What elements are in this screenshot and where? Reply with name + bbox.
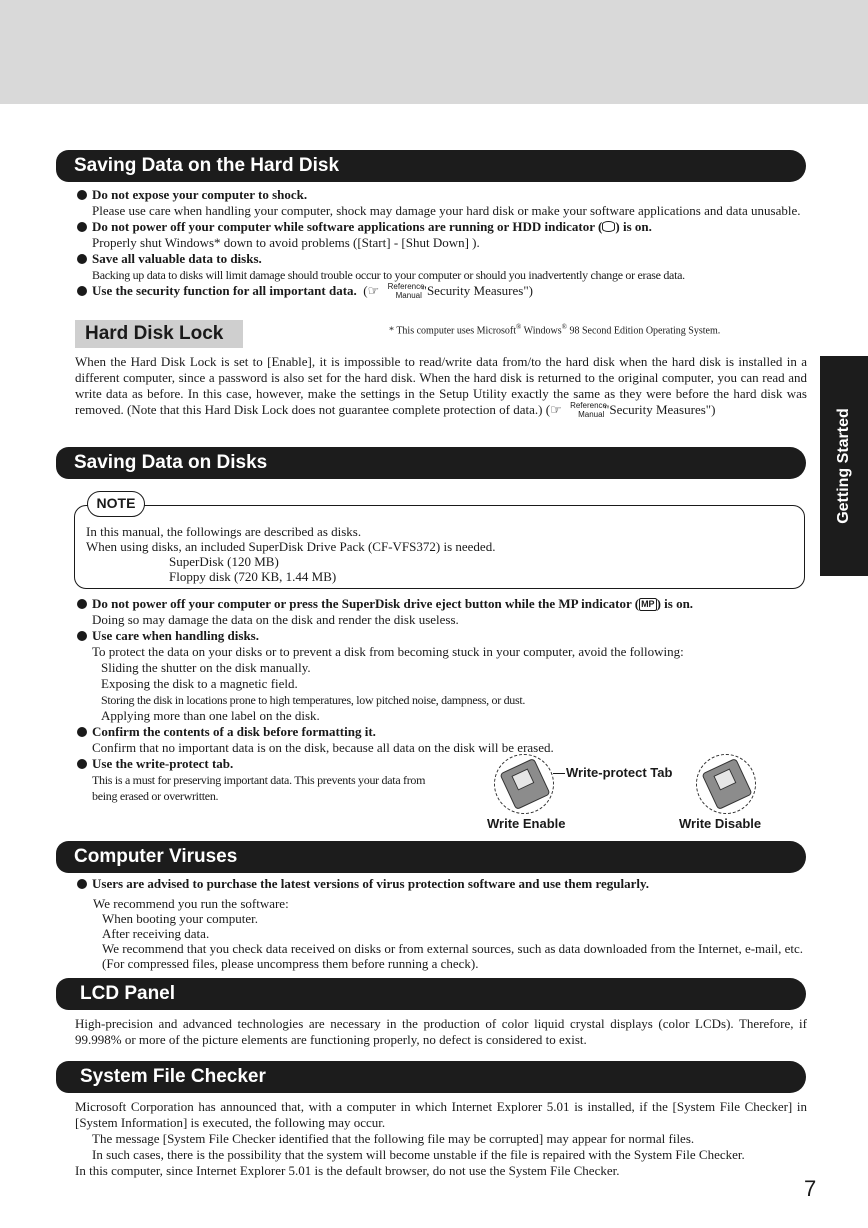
hdd-indicator-icon: [602, 221, 615, 232]
viruses-list: [75, 876, 807, 971]
side-tab-label: Getting Started: [835, 408, 852, 524]
list-item: [75, 596, 807, 628]
paragraph: The message [System File Checker identified that the following file may be corrupted] may appear for normal files.: [92, 1131, 695, 1146]
section-title-viruses: Computer Viruses: [56, 841, 806, 873]
write-enable-disk-illustration: [494, 754, 554, 814]
list-item: [75, 876, 807, 892]
bullet-title: Save all valuable data to disks.: [92, 251, 262, 266]
page-header-band: [0, 0, 868, 104]
note-line: SuperDisk (120 MB): [169, 554, 279, 569]
callout-line: [553, 773, 565, 774]
sub-item: After receiving data.: [102, 926, 210, 941]
write-enable-label: Write Enable: [487, 816, 566, 831]
sub-item: Applying more than one label on the disk.: [101, 708, 320, 723]
bullet-text: Backing up data to disks will limit damage should trouble occur to your computer or should you inadvertently change or erase data.: [92, 268, 685, 282]
footnote-part: 98 Second Edition Operating System.: [566, 325, 721, 337]
subsection-title-hard-disk-lock: Hard Disk Lock: [75, 320, 243, 348]
reference-text: "Security Measures"): [604, 402, 716, 417]
reference-icon-line2: Manual: [395, 291, 422, 301]
sub-item: Sliding the shutter on the disk manually.: [101, 660, 311, 675]
section-title-hard-disk: Saving Data on the Hard Disk: [56, 150, 806, 182]
bullet-title: Users are advised to purchase the latest versions of virus protection software and use them regularly.: [92, 876, 650, 891]
bullet-text: Please use care when handling your computer, shock may damage your hard disk or make your software applications and data unusable.: [92, 203, 801, 218]
section-title-disks: Saving Data on Disks: [56, 447, 806, 479]
bullet-title-part: Do not power off your computer or press the SuperDisk drive eject button while the MP indicator (: [92, 596, 640, 611]
hard-disk-list: [75, 187, 807, 300]
write-protect-tab-label: Write-protect Tab: [566, 765, 673, 780]
bullet-text-group: [75, 896, 807, 971]
bullet-text: We recommend you run the software:: [93, 896, 289, 911]
bullet-title: Use the write-protect tab.: [92, 756, 234, 771]
page-number: 7: [804, 1176, 817, 1201]
bullet-title: [92, 219, 807, 235]
footnote-part: * This computer uses Microsoft: [389, 325, 517, 337]
reference-text: "Security Measures"): [421, 283, 533, 298]
note-label: NOTE: [87, 491, 145, 517]
reference-manual-icon: ☞ Reference Manual: [550, 401, 607, 420]
paragraph: In such cases, there is the possibility that the system will become unstable if the file is repaired with the System File Checker.: [92, 1147, 745, 1162]
list-item: [75, 628, 807, 724]
note-text: [86, 524, 495, 584]
bullet-text: being erased or overwritten.: [92, 789, 219, 803]
reference-icon-line1: Reference: [387, 282, 425, 292]
bullet-text: Properly shut Windows* down to avoid problems ([Start] - [Shut Down] ).: [92, 235, 480, 250]
sfc-text: [75, 1099, 807, 1179]
list-item: [75, 283, 807, 300]
bullet-title-part: Do not power off your computer while software applications are running or HDD indicator (: [92, 219, 603, 234]
lcd-text: High-precision and advanced technologies are necessary in the production of color liquid crystal displays (color LCDs). Therefore, if 99.998% or more of the picture elements are functioning properly, no defect is considered to exist.: [75, 1016, 807, 1047]
reference-icon-line1: Reference: [570, 401, 607, 411]
sub-item: When booting your computer.: [102, 911, 258, 926]
write-disable-disk-illustration: [696, 754, 756, 814]
mp-indicator-icon: MP: [641, 599, 655, 609]
bullet-title-part: ) is on.: [656, 596, 694, 611]
reference-manual-icon: ☞ Reference Manual: [367, 282, 425, 301]
note-line: Floppy disk (720 KB, 1.44 MB): [169, 569, 337, 584]
note-line: When using disks, an included SuperDisk Drive Pack (CF-VFS372) is needed.: [86, 539, 496, 554]
bullet-title: Do not expose your computer to shock.: [92, 187, 308, 202]
bullet-text: Confirm that no important data is on the disk, because all data on the disk will be erased.: [92, 740, 554, 755]
hard-disk-lock-text: [75, 354, 807, 419]
bullet-text: Doing so may damage the data on the disk and render the disk useless.: [92, 612, 459, 627]
bullet-title: Use the security function for all important data.: [92, 283, 357, 298]
paragraph: Microsoft Corporation has announced that, with a computer in which Internet Explorer 5.01 is installed, if the [System File Checker] in [System Information] is executed, the following may occur.: [75, 1099, 807, 1130]
note-line: In this manual, the followings are described as disks.: [86, 524, 362, 539]
reference-link: ( ☞ Reference Manual "Security Measures"): [360, 282, 533, 301]
bullet-title: Confirm the contents of a disk before formatting it.: [92, 724, 376, 739]
section-title-lcd: LCD Panel: [56, 978, 806, 1010]
footnote: * This computer uses Microsoft® Windows® 98 Second Edition Operating System.: [389, 323, 721, 337]
side-tab: [820, 356, 868, 576]
list-item: [75, 724, 807, 756]
footnote-part: Windows: [521, 325, 562, 337]
bullet-text: To protect the data on your disks or to prevent a disk from becoming stuck in your computer, avoid the following:: [92, 644, 684, 659]
sub-item: Storing the disk in locations prone to high temperatures, low pitched noise, dampness, or dust.: [101, 693, 526, 707]
bullet-title-part: ) is on.: [615, 219, 652, 234]
list-item: [75, 251, 807, 283]
bullet-title: Use care when handling disks.: [92, 628, 259, 643]
list-item: [75, 219, 807, 251]
bullet-text: This is a must for preserving important data. This prevents your data from: [92, 773, 426, 787]
list-item: [75, 187, 807, 219]
reference-icon-line2: Manual: [578, 410, 605, 420]
write-disable-label: Write Disable: [679, 816, 762, 831]
sub-item: We recommend that you check data received on disks or from external sources, such as data downloaded from the Internet, e-mail, etc. (For compressed files, please uncompress them before running a check).: [102, 941, 804, 971]
paragraph: When the Hard Disk Lock is set to [Enable], it is impossible to read/write data from/to the hard disk when the hard disk is installed in a different computer, since a password is also set for the hard disk. When the hard disk is returned to the original computer, you can read and write data as before. In this case, however, make the settings in the Setup Utility exactly the same as they were before the hard disk was removed. (Note that this Hard Disk Lock does not guarantee complete protection of data.) (: [75, 354, 807, 417]
sub-item: Exposing the disk to a magnetic field.: [101, 676, 298, 691]
bullet-title: [92, 596, 807, 612]
section-title-sfc: System File Checker: [56, 1061, 806, 1093]
paragraph: In this computer, since Internet Explorer 5.01 is the default browser, do not use the System File Checker.: [75, 1163, 620, 1178]
